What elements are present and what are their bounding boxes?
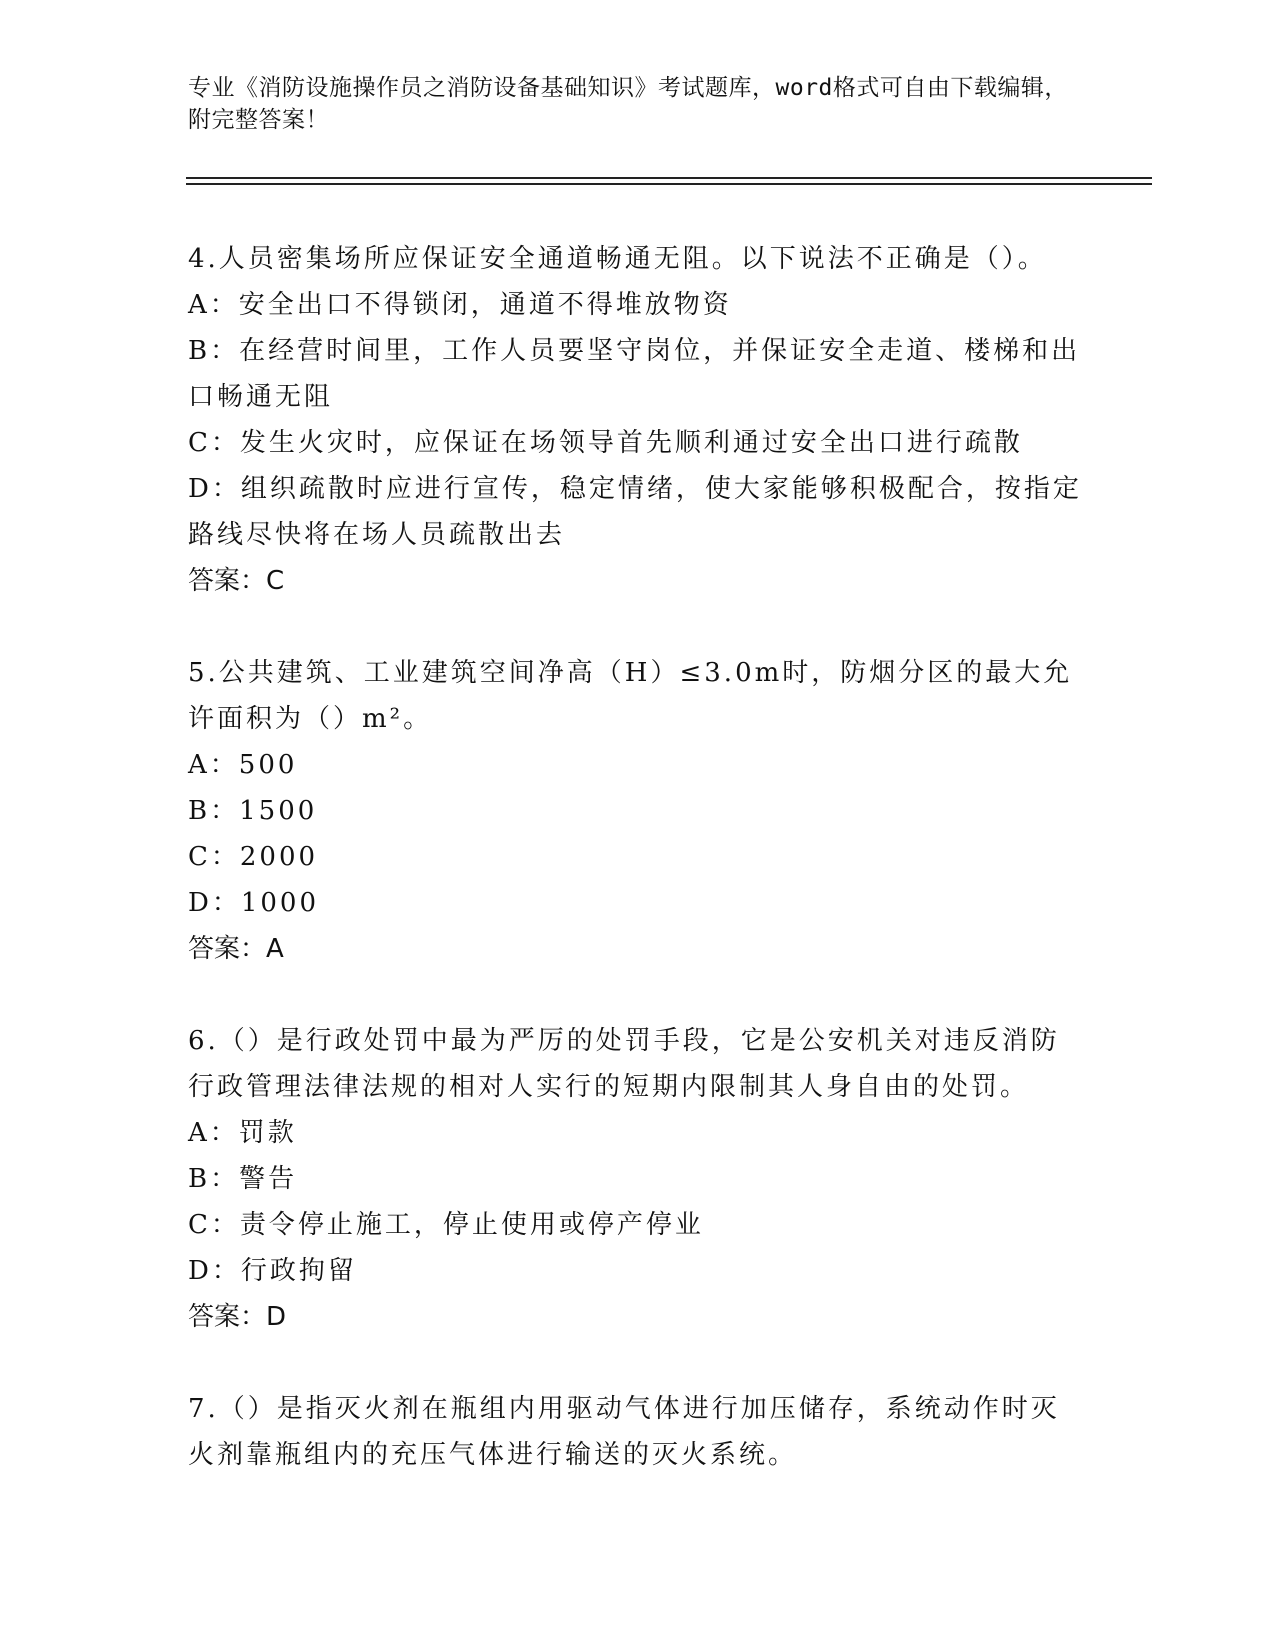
question-7 — [188, 1386, 1088, 1478]
question-spacer — [188, 972, 1088, 1018]
option-d: D：行政拘留 — [188, 1256, 357, 1286]
question-spacer — [188, 604, 1088, 650]
option-d: D：1000 — [188, 888, 320, 918]
answer-label: 答案：A — [188, 934, 284, 964]
answer-label: 答案：D — [188, 1302, 287, 1332]
option-c: C：发生火灾时，应保证在场领导首先顺利通过安全出口进行疏散 — [188, 428, 1023, 458]
question-stem: 5.公共建筑、工业建筑空间净高（H）≤3.0m时，防烟分区的最大允许面积为（）m²。 — [188, 658, 1073, 734]
option-c: C：2000 — [188, 842, 319, 872]
question-list — [188, 236, 1088, 1478]
question-5 — [188, 650, 1088, 972]
answer-label: 答案：C — [188, 566, 285, 596]
option-b: B：1500 — [188, 796, 318, 826]
question-6 — [188, 1018, 1088, 1340]
question-stem: 6.（）是行政处罚中最为严厉的处罚手段，它是公安机关对违反消防行政管理法律法规的相对人实行的短期内限制其人身自由的处罚。 — [188, 1026, 1060, 1102]
option-a: A：罚款 — [188, 1118, 297, 1148]
header-divider-bottom — [186, 183, 1152, 185]
question-spacer — [188, 1340, 1088, 1386]
option-d: D：组织疏散时应进行宣传，稳定情绪，使大家能够积极配合，按指定路线尽快将在场人员疏散出去 — [188, 474, 1082, 550]
document-header — [188, 72, 1078, 136]
question-stem: 4.人员密集场所应保证安全通道畅通无阻。以下说法不正确是（）。 — [188, 244, 1047, 274]
option-c: C：责令停止施工，停止使用或停产停业 — [188, 1210, 704, 1240]
option-a: A：安全出口不得锁闭，通道不得堆放物资 — [188, 290, 732, 320]
option-b: B：在经营时间里，工作人员要坚守岗位，并保证安全走道、楼梯和出口畅通无阻 — [188, 336, 1081, 412]
question-4 — [188, 236, 1088, 604]
header-divider-top — [186, 177, 1152, 179]
question-stem: 7.（）是指灭火剂在瓶组内用驱动气体进行加压储存，系统动作时灭火剂靠瓶组内的充压气体进行输送的灭火系统。 — [188, 1394, 1060, 1470]
option-a: A：500 — [188, 750, 298, 780]
header-text: 专业《消防设施操作员之消防设备基础知识》考试题库，word格式可自由下载编辑，附完整答案！ — [188, 75, 1068, 133]
option-b: B：警告 — [188, 1164, 298, 1194]
